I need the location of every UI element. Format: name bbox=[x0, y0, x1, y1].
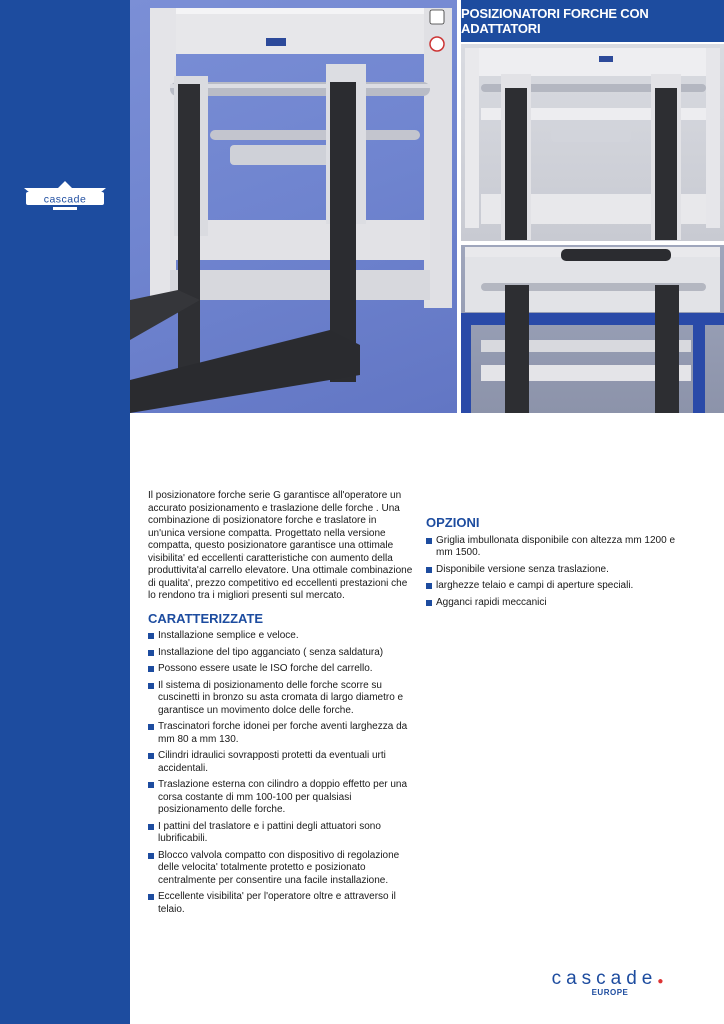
list-item: Cilindri idraulici sovrapposti protetti da eventuali urti accidentali. bbox=[148, 750, 416, 775]
list-item: Installazione del tipo agganciato ( senza saldatura) bbox=[148, 647, 416, 660]
list-item: larghezze telaio e campi di aperture speciali. bbox=[426, 580, 688, 593]
bullet-square-icon bbox=[148, 724, 154, 730]
product-photo-main bbox=[130, 0, 457, 413]
caratterizzate-list bbox=[148, 630, 416, 916]
list-item: Agganci rapidi meccanici bbox=[426, 597, 688, 610]
list-item: Eccellente visibilita' per l'operatore oltre e attraverso il telaio. bbox=[148, 891, 416, 916]
bullet-square-icon bbox=[426, 600, 432, 606]
registered-dot-icon: ● bbox=[657, 976, 669, 987]
sidebar-band bbox=[0, 0, 130, 1024]
footer-region: EUROPE bbox=[591, 988, 629, 997]
bullet-square-icon bbox=[148, 853, 154, 859]
footer-logo bbox=[540, 968, 680, 997]
list-item: Installazione semplice e veloce. bbox=[148, 630, 416, 643]
list-item: Disponibile versione senza traslazione. bbox=[426, 564, 688, 577]
bullet-square-icon bbox=[148, 650, 154, 656]
footer-brand: cascade● bbox=[551, 968, 669, 989]
bullet-square-icon bbox=[148, 824, 154, 830]
list-item: Trascinatori forche idonei per forche aventi larghezza da mm 80 a mm 130. bbox=[148, 721, 416, 746]
list-item: Traslazione esterna con cilindro a doppio effetto per una corsa costante di mm 100-100 per qualsiasi posizionamento delle forche. bbox=[148, 779, 416, 817]
svg-text:cascade: cascade bbox=[43, 193, 87, 206]
cascade-logo bbox=[20, 178, 110, 214]
intro-paragraph: Il posizionatore forche serie G garantisce all'operatore un accurato posizionamento e traslazione delle forche . Una combinazione di posizionatore forche e traslatore in un'unica versione compatta. Progettato nella versione compatta, questo posizionatore garantisce una ottimale visibilita' ed eccellenti caratteristiche con aumento della produttivita'al carrello elevatore. Una ottimale combinazione di qualita', prezzo competitivo ed eccellenti prestazioni che lo rendono tra i migliori presenti sul mercato. bbox=[148, 490, 413, 601]
list-item: Possono essere usate le ISO forche del carrello. bbox=[148, 663, 416, 676]
product-photo-bottom-right bbox=[461, 245, 724, 413]
bullet-square-icon bbox=[426, 538, 432, 544]
bullet-square-icon bbox=[426, 583, 432, 589]
bullet-square-icon bbox=[426, 567, 432, 573]
opzioni-heading: OPZIONI bbox=[426, 515, 480, 530]
bullet-square-icon bbox=[148, 753, 154, 759]
list-item: I pattini del traslatore e i pattini degli attuatori sono lubrificabili. bbox=[148, 821, 416, 846]
caratterizzate-heading: CARATTERIZZATE bbox=[148, 610, 264, 626]
bullet-square-icon bbox=[148, 782, 154, 788]
product-photo-top-right bbox=[461, 44, 724, 241]
bullet-square-icon bbox=[148, 666, 154, 672]
list-item: Blocco valvola compatto con dispositivo di regolazione delle velocita' totalmente protetto e posizionato centralmente per consentire una facile installazione. bbox=[148, 850, 416, 888]
opzioni-list bbox=[426, 535, 688, 610]
bullet-square-icon bbox=[148, 683, 154, 689]
list-item: Il sistema di posizionamento delle forche scorre su cuscinetti in bronzo su asta cromata di largo diametro e garantisce un movimento dolce delle forche. bbox=[148, 680, 416, 718]
list-item: Griglia imbullonata disponibile con altezza mm 1200 e mm 1500. bbox=[426, 535, 688, 560]
description-column bbox=[148, 490, 416, 920]
bullet-square-icon bbox=[148, 633, 154, 639]
options-column bbox=[426, 517, 688, 613]
bullet-square-icon bbox=[148, 894, 154, 900]
page-title: POSIZIONATORI FORCHE CON ADATTATORI bbox=[461, 0, 724, 42]
